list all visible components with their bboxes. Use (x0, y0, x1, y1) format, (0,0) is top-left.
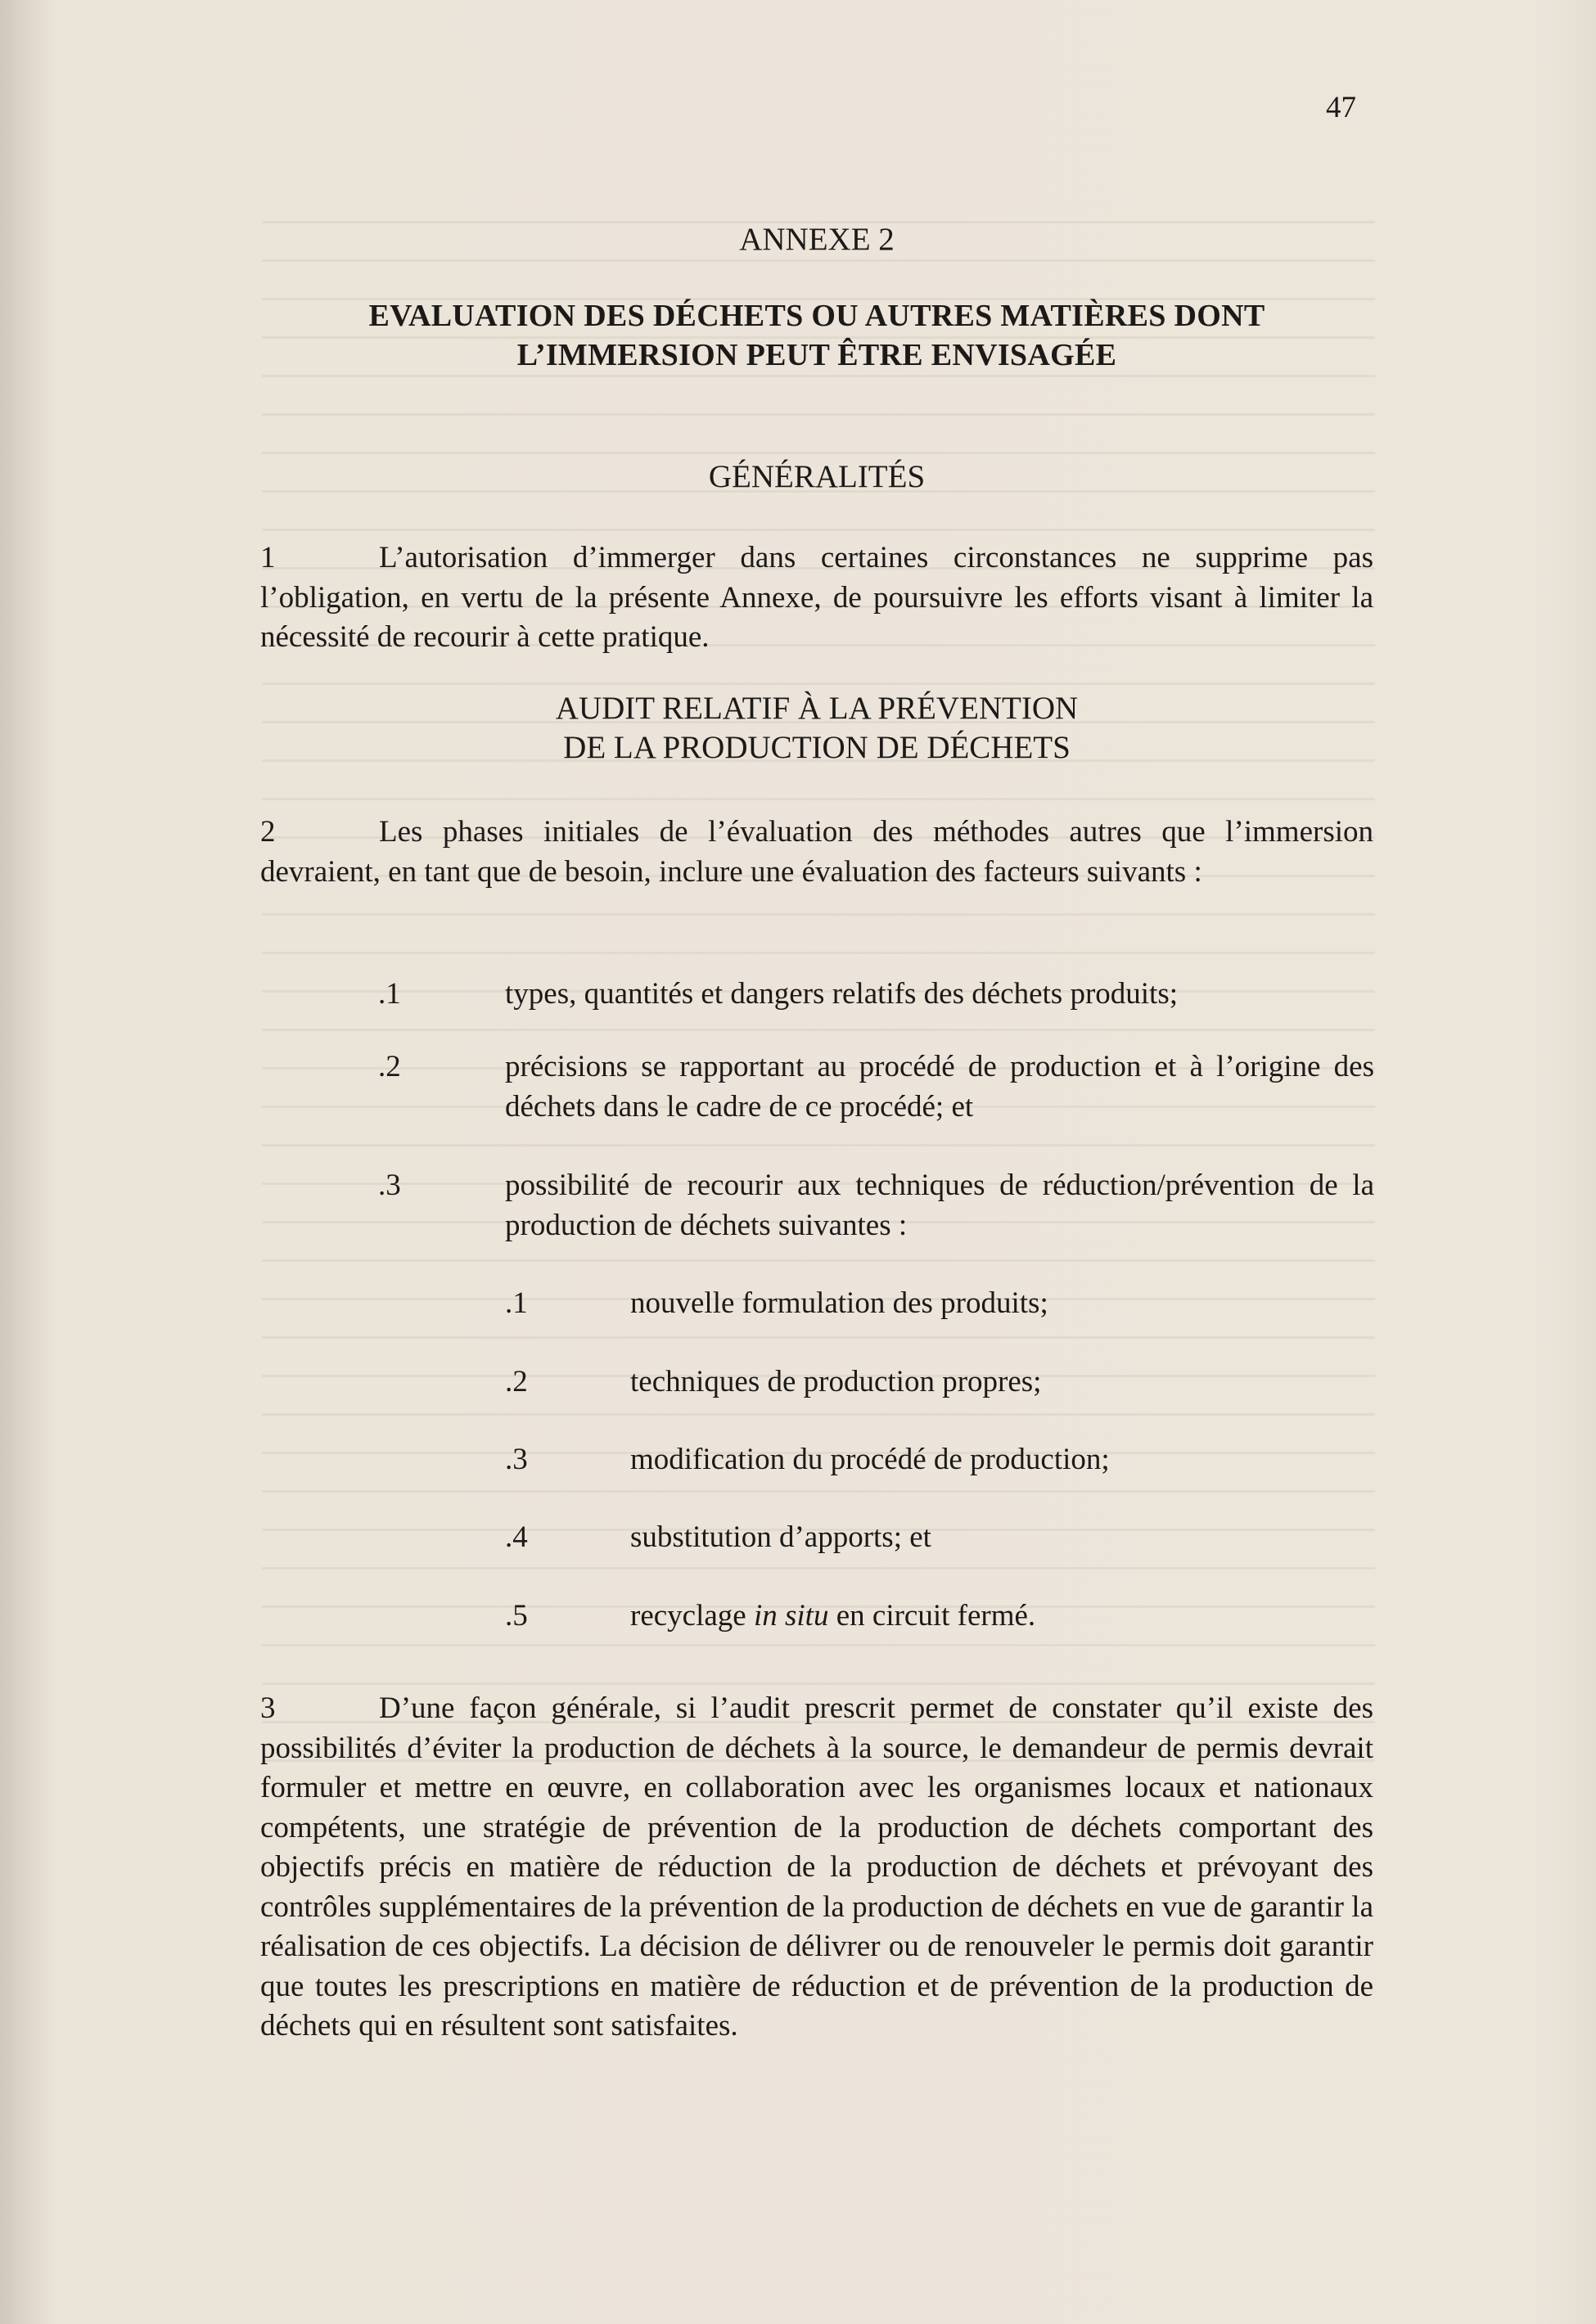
sublist-item-text: modification du procédé de production; (630, 1443, 1110, 1476)
paragraph-2 (260, 813, 1373, 892)
document-title (260, 296, 1373, 375)
sublist-item-text: techniques de production propres; (630, 1365, 1042, 1398)
sublist-item-label: .5 (505, 1599, 528, 1633)
annex-heading: ANNEXE 2 (739, 222, 895, 257)
list-item-label: .2 (378, 1050, 401, 1083)
section-heading-generalites: GÉNÉRALITÉS (708, 459, 926, 494)
section-heading-line-2: DE LA PRODUCTION DE DÉCHETS (563, 730, 1071, 765)
sublist-item-label: .1 (505, 1286, 528, 1320)
sublist-item-text (630, 1597, 1374, 1637)
sublist-item-text: substitution d’apports; et (630, 1520, 931, 1554)
paragraph-text: Les phases initiales de l’évaluation des méthodes autres que l’immersion devraient, en tant que de besoin, inclure une évaluation des facteurs suivants : (260, 815, 1373, 889)
section-heading-line-1: AUDIT RELATIF À LA PRÉVENTION (555, 691, 1079, 726)
list-item-text: possibilité de recourir aux techniques de réduction/prévention de la production de déchets suivantes : (505, 1169, 1374, 1242)
list-item-text: types, quantités et dangers relatifs des déchets produits; (505, 977, 1179, 1011)
title-line-2: L’IMMERSION PEUT ÊTRE ENVISAGÉE (516, 338, 1117, 372)
paragraph-1 (260, 538, 1373, 658)
sublist-item-label: .4 (505, 1520, 528, 1554)
paragraph-text: D’une façon générale, si l’audit prescrit permet de constater qu’il existe des possibilités d’éviter la production de déchets à la source, le demandeur de permis devrait formuler et mettre en œuvre, en collaboration avec les organismes locaux et nationaux compétents, une stratégie de prévention de la production de déchets comportant des objectifs précis en matière de réduction de la production de déchets et prévoyant des contrôles supplémentaires de la prévention de la production de déchets en vue de garantir la réalisation de ces objectifs. La décision de délivrer ou de renouveler le permis doit garantir que toutes les prescriptions en matière de réduction et de prévention de la production de déchets qui en résultent sont satisfaites. (260, 1691, 1373, 2043)
list-item-label: .1 (378, 977, 401, 1011)
sublist-item-text: nouvelle formulation des produits; (630, 1286, 1048, 1320)
paragraph-number: 3 (260, 1691, 276, 1725)
title-line-1: EVALUATION DES DÉCHETS OU AUTRES MATIÈRES DONT (368, 299, 1265, 333)
text-segment: recyclage (630, 1599, 754, 1633)
text-segment: en circuit fermé. (828, 1599, 1036, 1633)
sublist-item-label: .2 (505, 1365, 528, 1398)
paragraph-3 (260, 1689, 1373, 2047)
paragraph-text: L’autorisation d’immerger dans certaines circonstances ne supprime pas l’obligation, en vertu de la présente Annexe, de poursuivre les efforts visant à limiter la nécessité de recourir à cette pratique. (260, 541, 1373, 654)
list-item-label: .3 (378, 1169, 401, 1202)
paragraph-number: 2 (260, 815, 276, 849)
paragraph-number: 1 (260, 541, 276, 574)
page-number: 47 (1326, 91, 1356, 124)
list-item-text: précisions se rapportant au procédé de production et à l’origine des déchets dans le cadre de ce procédé; et (505, 1050, 1374, 1124)
section-heading-audit (260, 689, 1373, 768)
sublist-item-label: .3 (505, 1443, 528, 1476)
italic-term: in situ (753, 1599, 829, 1633)
